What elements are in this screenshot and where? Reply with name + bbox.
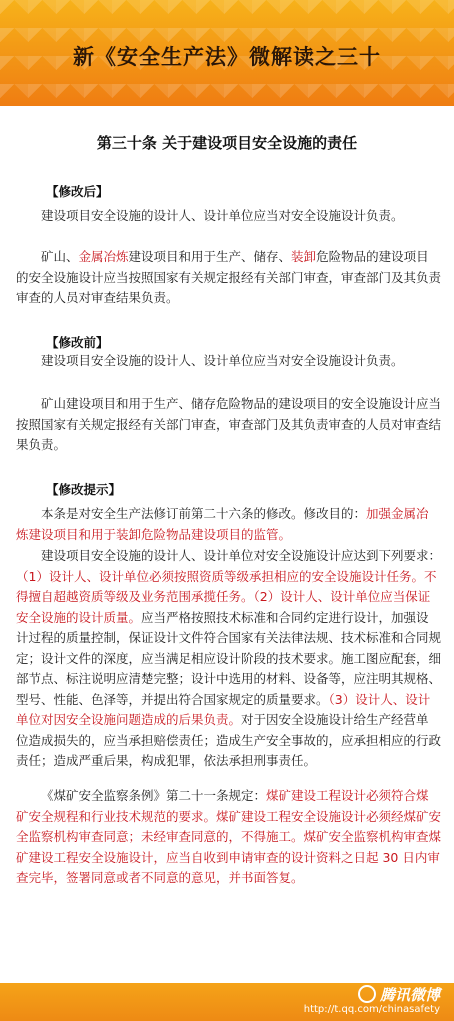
before-paragraph-2: 矿山建设项目和用于生产、储存危险物品的建设项目的安全设施设计应当按照国家有关规定报经有关部门审查，审查部门及其负责审查的人员对审查结果负责。 [16, 396, 442, 452]
tips-p1-a: 本条是对安全生产法修订前第二十六条的修改。修改目的： [41, 506, 367, 521]
tips-p3-b: 煤矿建设工程设计必须符合煤矿安全规程和行业技术规范的要求。煤矿建设工程安全设施设计必须经煤矿安全监察机构审查同意；未经审查同意的，不得施工。煤矿安全监察机构审查煤矿建设工程安全设施设计，应当自收到申请审查的设计资料之日起 30 日内审查完毕，签署同意或者不同意的意见，并书面答复。 [16, 788, 442, 885]
after-p2-b: 金属冶炼 [78, 249, 129, 264]
tencent-weibo-logo[interactable] [358, 984, 440, 1005]
article-title: 第三十条 关于建设项目安全设施的责任 [96, 134, 358, 152]
section-heading-after: 【修改后】 [46, 184, 109, 199]
tips-p2-c: 应当严格按照技术标准和合同约定进行设计，加强设计过程的质量控制，保证设计文件符合国家有关法律法规、技术标准和合同规定；设计文件的深度，应当满足相应设计阶段的技术要求。施工图应配套，细部节点、标注说明应清楚完整；设计中选用的材料、设备等，应注明其规格、型号、性能、色泽等，并提出符合国家规定的质量要求。 [16, 609, 442, 707]
banner-title: 新《安全生产法》微解读之三十 [73, 45, 381, 69]
tips-p1-b: 加强金属冶炼建设项目和用于装卸危险物品建设项目的监管。 [16, 506, 429, 542]
before-paragraph-1: 建设项目安全设施的设计人、设计单位应当对安全设施设计负责。 [41, 353, 404, 368]
tips-paragraph-1 [16, 504, 441, 545]
tips-p2-b: （1）设计人、设计单位必须按照资质等级承担相应的安全设施设计任务。不得擅自超越资质等级及业务范围承揽任务。（2）设计人、设计单位应当保证安全设施的设计质量。 [16, 568, 437, 625]
footer-logo-text: 腾讯微博 [379, 986, 440, 1004]
weibo-logo-icon [358, 985, 376, 1003]
tips-p2-d: （3）设计人、设计单位对因安全设施问题造成的后果负责。 [16, 691, 431, 727]
tips-p2-a: 建设项目安全设施的设计人、设计单位对安全设施设计应达到下列要求： [41, 548, 442, 563]
after-p2-c: 建设项目和用于生产、储存、 [128, 249, 292, 264]
section-heading-tips: 【修改提示】 [46, 482, 122, 497]
after-p2-d: 装卸 [291, 249, 317, 264]
tips-p3-a: 《煤矿安全监察条例》第二十一条规定： [41, 788, 267, 803]
after-p2-a: 矿山、 [41, 249, 79, 264]
tips-paragraph-3 [16, 786, 441, 889]
footer-url[interactable]: http://t.qq.com/chinasafety [303, 1004, 440, 1015]
header-banner [0, 0, 454, 106]
after-p2-e: 危险物品的建设项目的安全设施设计应当按照国家有关规定报经有关部门审查，审查部门及其负责审查的人员对审查结果负责。 [16, 249, 442, 305]
section-heading-before: 【修改前】 [46, 335, 109, 350]
tips-paragraph-2 [16, 546, 441, 772]
after-paragraph-1: 建设项目安全设施的设计人、设计单位应当对安全设施设计负责。 [41, 208, 404, 223]
footer-bar [0, 983, 454, 1021]
after-paragraph-2 [16, 247, 441, 309]
tips-p2-e: 对于因安全设施设计给生产经营单位造成损失的，应当承担赔偿责任；造成生产安全事故的，应承担相应的行政责任；造成严重后果，构成犯罪，依法承担刑事责任。 [16, 712, 442, 768]
